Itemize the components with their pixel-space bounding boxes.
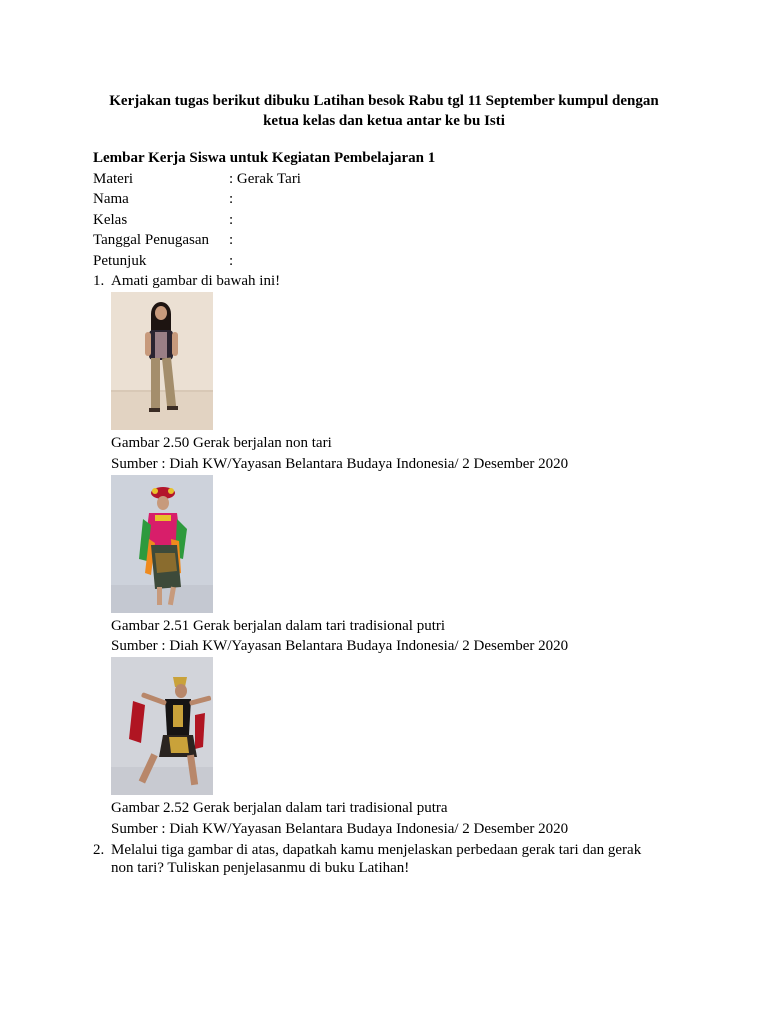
figure-source-1: Sumber : Diah KW/Yayasan Belantara Budaya Indonesia/ 2 Desember 2020 — [111, 456, 569, 472]
item-text-2-line-2: non tari? Tuliskan penjelasanmu di buku Latihan! — [111, 860, 410, 876]
male-dancer-image — [111, 657, 213, 795]
figure-photo-male-dance — [111, 657, 213, 795]
field-label-tanggal: Tanggal Penugasan — [93, 232, 210, 248]
girl-walking-image — [111, 292, 213, 430]
field-label-nama: Nama — [93, 191, 129, 207]
figure-source-2: Sumber : Diah KW/Yayasan Belantara Budaya Indonesia/ 2 Desember 2020 — [111, 638, 569, 654]
item-text-2-line-1: Melalui tiga gambar di atas, dapatkah kamu menjelaskan perbedaan gerak tari dan gerak — [111, 842, 642, 858]
figure-caption-1: Gambar 2.50 Gerak berjalan non tari — [111, 435, 332, 451]
field-label-petunjuk: Petunjuk — [93, 253, 147, 269]
figure-photo-female-dance — [111, 475, 213, 613]
field-value-tanggal: : — [229, 232, 234, 248]
field-value-materi: : Gerak Tari — [229, 171, 301, 187]
field-label-materi: Materi — [93, 171, 133, 187]
item-text-1: Amati gambar di bawah ini! — [111, 273, 281, 289]
field-value-nama: : — [229, 191, 234, 207]
item-number-2: 2. — [93, 842, 105, 858]
female-dancer-image — [111, 475, 213, 613]
worksheet-title: Lembar Kerja Siswa untuk Kegiatan Pembelajaran 1 — [93, 150, 436, 166]
item-number-1: 1. — [93, 273, 105, 289]
figure-photo-non-dance — [111, 292, 213, 430]
field-value-petunjuk: : — [229, 253, 234, 269]
field-value-kelas: : — [229, 212, 234, 228]
instruction-line-2: ketua kelas dan ketua antar ke bu Isti — [263, 113, 505, 129]
figure-caption-3: Gambar 2.52 Gerak berjalan dalam tari tradisional putra — [111, 800, 448, 816]
figure-caption-2: Gambar 2.51 Gerak berjalan dalam tari tradisional putri — [111, 618, 446, 634]
figure-source-3: Sumber : Diah KW/Yayasan Belantara Budaya Indonesia/ 2 Desember 2020 — [111, 821, 569, 837]
instruction-line-1: Kerjakan tugas berikut dibuku Latihan besok Rabu tgl 11 September kumpul dengan — [109, 93, 659, 109]
page-instruction — [80, 91, 688, 131]
field-label-kelas: Kelas — [93, 212, 128, 228]
